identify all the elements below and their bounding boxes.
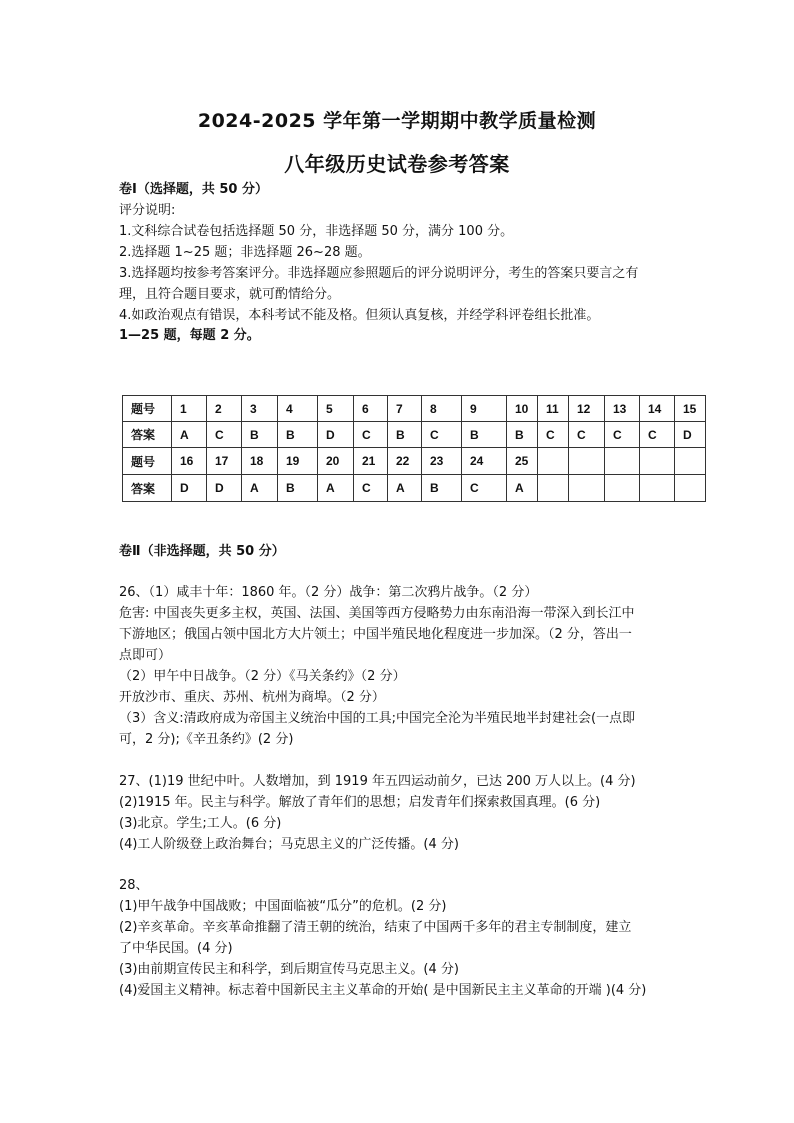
scoring-note-title: 评分说明: [119, 203, 176, 218]
empty-cell [640, 475, 675, 502]
empty-cell [538, 448, 569, 475]
question-number: 24 [462, 448, 507, 475]
question-number: 25 [507, 448, 538, 475]
answer-cell: C [207, 422, 242, 448]
answer-cell: C [422, 422, 462, 448]
q27-line: (4)工人阶级登上政治舞台；马克思主义的广泛传播。(4 分) [119, 837, 459, 852]
scoring-note: 1.文科综合试卷包括选择题 50 分，非选择题 50 分，满分 100 分。 [119, 224, 514, 239]
question-number: 11 [538, 396, 569, 422]
answer-cell: B [278, 422, 318, 448]
question-number: 5 [318, 396, 354, 422]
question-number: 1 [172, 396, 207, 422]
table-row [123, 448, 706, 475]
answer-cell: D [675, 422, 706, 448]
q26-line: 开放沙市、重庆、苏州、杭州为商埠。（2 分） [119, 690, 385, 705]
answer-cell: A [242, 475, 278, 502]
q26-line: （3）含义:清政府成为帝国主义统治中国的工具;中国完全沦为半殖民地半封建社会(一点即 [119, 711, 636, 726]
answer-cell: A [507, 475, 538, 502]
row-label: 题号 [123, 448, 172, 475]
q28-line: (1)甲午战争中国战败；中国面临被“瓜分”的危机。(2 分) [119, 899, 447, 914]
answer-cell: B [462, 422, 507, 448]
answer-cell: A [172, 422, 207, 448]
empty-cell [640, 448, 675, 475]
q26-line: （2）甲午中日战争。（2 分）《马关条约》（2 分） [119, 669, 406, 684]
empty-cell [538, 475, 569, 502]
answer-cell: C [462, 475, 507, 502]
q27-line: 27、(1)19 世纪中叶。人数增加，到 1919 年五四运动前夕，已达 200 万人以上。(4 分) [119, 774, 636, 789]
question-number: 23 [422, 448, 462, 475]
scoring-note: 理，且符合题目要求，就可酌情给分。 [119, 287, 341, 302]
scoring-note: 2.选择题 1~25 题；非选择题 26~28 题。 [119, 245, 371, 260]
part2-heading: 卷Ⅱ（非选择题，共 50 分） [119, 544, 285, 559]
answer-cell: B [422, 475, 462, 502]
answer-cell: C [569, 422, 605, 448]
empty-cell [675, 475, 706, 502]
q26-line: 点即可） [119, 648, 172, 663]
q28-line: (4)爱国主义精神。标志着中国新民主主义革命的开始( 是中国新民主主义革命的开端 )(4 分) [119, 983, 647, 998]
answer-cell: D [207, 475, 242, 502]
answer-cell: C [354, 475, 388, 502]
q26-line: 危害: 中国丧失更多主权，英国、法国、美国等西方侵略势力由东南沿海一带深入到长江中 [119, 606, 635, 621]
question-number: 4 [278, 396, 318, 422]
question-number: 12 [569, 396, 605, 422]
question-number: 7 [388, 396, 422, 422]
part1-heading: 卷Ⅰ（选择题，共 50 分） [119, 182, 268, 197]
question-number: 20 [318, 448, 354, 475]
answer-cell: D [172, 475, 207, 502]
answer-cell: C [605, 422, 640, 448]
q26-line: 可，2 分);《辛丑条约》(2 分) [119, 732, 294, 747]
question-number: 17 [207, 448, 242, 475]
choice-scoring: 1—25 题，每题 2 分。 [119, 328, 260, 343]
question-number: 6 [354, 396, 388, 422]
q28-line: 28、 [119, 878, 149, 893]
empty-cell [605, 448, 640, 475]
question-number: 14 [640, 396, 675, 422]
question-number: 16 [172, 448, 207, 475]
q28-line: (3)由前期宣传民主和科学，到后期宣传马克思主义。(4 分) [119, 962, 459, 977]
question-number: 13 [605, 396, 640, 422]
empty-cell [569, 448, 605, 475]
empty-cell [675, 448, 706, 475]
answer-cell: A [388, 475, 422, 502]
question-number: 21 [354, 448, 388, 475]
question-number: 22 [388, 448, 422, 475]
answer-cell: B [388, 422, 422, 448]
row-label: 题号 [123, 396, 172, 422]
answer-cell: B [242, 422, 278, 448]
empty-cell [569, 475, 605, 502]
q28-line: 了中华民国。(4 分) [119, 941, 233, 956]
question-number: 10 [507, 396, 538, 422]
answer-cell: B [278, 475, 318, 502]
row-label: 答案 [123, 475, 172, 502]
answer-cell: C [640, 422, 675, 448]
question-number: 18 [242, 448, 278, 475]
question-number: 8 [422, 396, 462, 422]
question-number: 3 [242, 396, 278, 422]
question-number: 15 [675, 396, 706, 422]
empty-cell [605, 475, 640, 502]
table-row [123, 422, 706, 448]
q26-line: 下游地区；俄国占领中国北方大片领土；中国半殖民地化程度进一步加深。（2 分，答出一 [119, 627, 632, 642]
question-number: 19 [278, 448, 318, 475]
table-row [123, 475, 706, 502]
answer-cell: C [538, 422, 569, 448]
answer-cell: C [354, 422, 388, 448]
answer-cell: B [507, 422, 538, 448]
q27-line: (3)北京。学生;工人。(6 分) [119, 816, 282, 831]
answer-cell: D [318, 422, 354, 448]
q27-line: (2)1915 年。民主与科学。解放了青年们的思想；启发青年们探索救国真理。(6 分) [119, 795, 601, 810]
scoring-note: 3.选择题均按参考答案评分。非选择题应参照题后的评分说明评分，考生的答案只要言之有 [119, 266, 639, 281]
answer-table [122, 395, 706, 502]
scoring-note: 4.如政治观点有错误，本科考试不能及格。但须认真复核，并经学科评卷组长批准。 [119, 308, 600, 323]
table-row [123, 396, 706, 422]
exam-title: 2024-2025 学年第一学期期中教学质量检测 [197, 110, 597, 132]
answer-key-title: 八年级历史试卷参考答案 [284, 152, 510, 176]
q28-line: (2)辛亥革命。辛亥革命推翻了清王朝的统治，结束了中国两千多年的君主专制制度，建立 [119, 920, 632, 935]
question-number: 9 [462, 396, 507, 422]
answer-cell: A [318, 475, 354, 502]
q26-line: 26、（1）咸丰十年：1860 年。（2 分）战争：第二次鸦片战争。（2 分） [119, 585, 538, 600]
question-number: 2 [207, 396, 242, 422]
row-label: 答案 [123, 422, 172, 448]
